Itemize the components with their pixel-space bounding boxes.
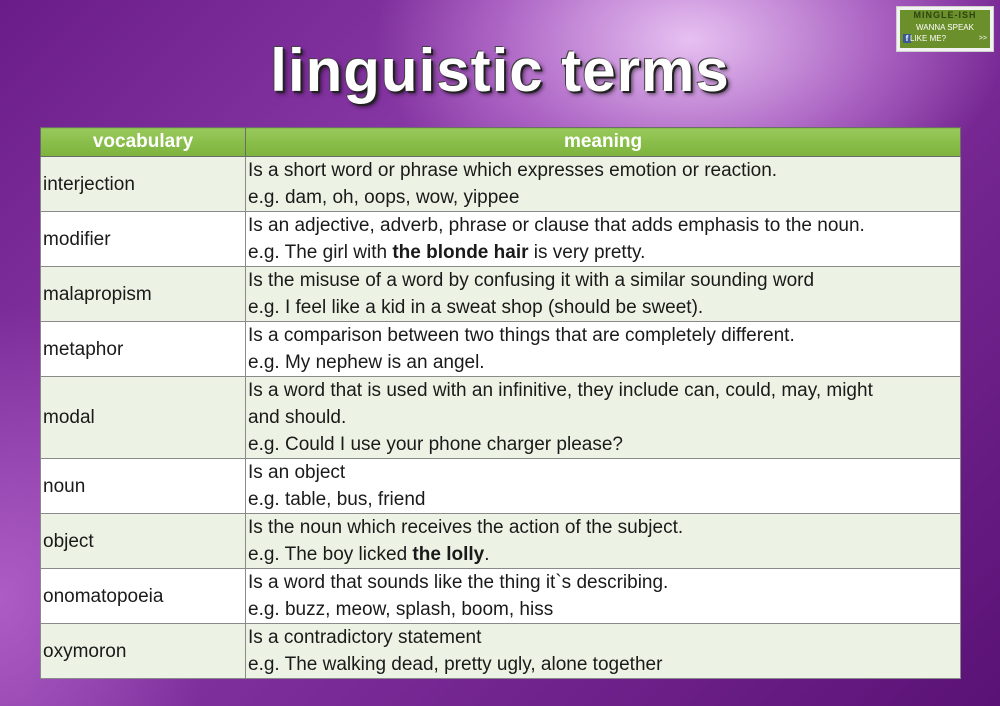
term-cell: modifier <box>41 212 246 267</box>
header-meaning: meaning <box>246 128 961 157</box>
meaning-line <box>248 486 960 513</box>
brand-logo[interactable] <box>896 6 994 52</box>
meaning-line <box>248 157 960 184</box>
meaning-line <box>248 239 960 266</box>
meaning-line <box>248 514 960 541</box>
table-row <box>41 157 961 212</box>
table-row <box>41 569 961 624</box>
logo-badge <box>900 10 990 48</box>
meaning-text: e.g. The girl with <box>248 242 393 263</box>
meaning-text-end: is very pretty. <box>528 242 646 263</box>
meaning-text: Is the misuse of a word by confusing it with a similar sounding word <box>248 270 815 291</box>
meaning-cell <box>246 212 961 267</box>
logo-brand-text: MINGLE-ISH <box>913 10 977 20</box>
meaning-line <box>248 541 960 568</box>
meaning-text: e.g. I feel like a kid in a sweat shop (should be sweet). <box>248 297 704 318</box>
meaning-line <box>248 184 960 211</box>
meaning-text: e.g. My nephew is an angel. <box>248 352 485 373</box>
meaning-line <box>248 322 960 349</box>
meaning-cell <box>246 569 961 624</box>
term-cell: onomatopoeia <box>41 569 246 624</box>
meaning-line <box>248 294 960 321</box>
meaning-text: Is a word that is used with an infinitive, they include can, could, may, might <box>248 380 873 401</box>
page-title: linguistic terms <box>270 37 730 104</box>
term-cell: noun <box>41 459 246 514</box>
table-row <box>41 514 961 569</box>
term-cell: modal <box>41 377 246 459</box>
meaning-text: Is a word that sounds like the thing it`s describing. <box>248 572 669 593</box>
meaning-text: e.g. table, bus, friend <box>248 489 426 510</box>
meaning-line <box>248 624 960 651</box>
meaning-emphasis: the blonde hair <box>392 242 529 263</box>
meaning-text: Is a contradictory statement <box>248 627 482 648</box>
meaning-line <box>248 212 960 239</box>
term-cell: interjection <box>41 157 246 212</box>
term-cell: metaphor <box>41 322 246 377</box>
meaning-line <box>248 569 960 596</box>
meaning-text: e.g. Could I use your phone charger please? <box>248 434 623 455</box>
meaning-line <box>248 459 960 486</box>
meaning-cell <box>246 322 961 377</box>
meaning-cell <box>246 377 961 459</box>
table-header-row <box>41 128 961 157</box>
meaning-cell <box>246 459 961 514</box>
meaning-line <box>248 431 960 458</box>
meaning-emphasis: the lolly <box>412 544 485 565</box>
meaning-line <box>248 596 960 623</box>
meaning-text: Is a comparison between two things that are completely different. <box>248 325 795 346</box>
meaning-cell <box>246 267 961 322</box>
term-cell: malapropism <box>41 267 246 322</box>
meaning-cell <box>246 157 961 212</box>
meaning-text-end: . <box>484 544 490 565</box>
meaning-text: e.g. dam, oh, oops, wow, yippee <box>248 187 520 208</box>
meaning-line <box>248 404 960 431</box>
meaning-text: Is an object <box>248 462 346 483</box>
meaning-line <box>248 377 960 404</box>
meaning-text: and should. <box>248 407 347 428</box>
meaning-cell <box>246 514 961 569</box>
term-cell: oxymoron <box>41 624 246 679</box>
table-row <box>41 624 961 679</box>
meaning-text: e.g. The walking dead, pretty ugly, alone together <box>248 654 663 675</box>
term-cell: object <box>41 514 246 569</box>
table-row <box>41 377 961 459</box>
meaning-text: Is an adjective, adverb, phrase or clause that adds emphasis to the noun. <box>248 215 865 236</box>
logo-tagline-2: LIKE ME? <box>910 34 947 43</box>
table-body <box>41 157 961 679</box>
header-vocabulary: vocabulary <box>41 128 246 157</box>
table-row <box>41 322 961 377</box>
table-row <box>41 459 961 514</box>
arrow-icon: >> <box>978 35 987 42</box>
table-row <box>41 212 961 267</box>
meaning-line <box>248 349 960 376</box>
meaning-line <box>248 651 960 678</box>
facebook-icon: f <box>903 34 911 43</box>
meaning-text: e.g. The boy licked <box>248 544 413 565</box>
logo-tagline-1: WANNA SPEAK <box>916 23 974 32</box>
meaning-cell <box>246 624 961 679</box>
terms-table <box>40 127 961 679</box>
meaning-line <box>248 267 960 294</box>
meaning-text: Is the noun which receives the action of the subject. <box>248 517 684 538</box>
meaning-text: e.g. buzz, meow, splash, boom, hiss <box>248 599 554 620</box>
meaning-text: Is a short word or phrase which expresses emotion or reaction. <box>248 160 778 181</box>
table-row <box>41 267 961 322</box>
